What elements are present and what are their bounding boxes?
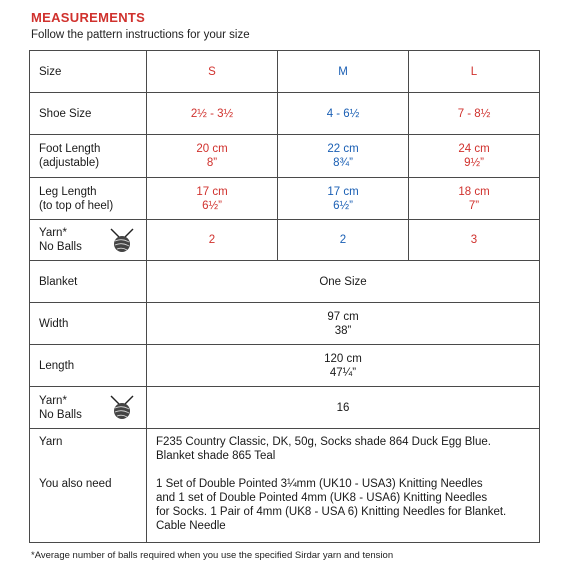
row-label-foot-length (30, 135, 147, 178)
row-label-shoe-size: Shoe Size (30, 93, 147, 135)
leg-length-m (278, 178, 409, 220)
needs-text-line: for Socks. 1 Pair of 4mm (UK8 - USA 6) Knitting Needles for Blanket. (156, 506, 507, 518)
yarn-ball-icon (108, 393, 136, 421)
footnote: *Average number of balls required when you use the specified Sirdar yarn and tension (31, 550, 394, 561)
row-label-leg-length (30, 178, 147, 220)
leg-length-note: (to top of heel) (39, 199, 114, 212)
yarn-row-label: Yarn (39, 436, 63, 448)
measurements-table (29, 50, 540, 543)
foot-length-l-cm: 24 cm (458, 143, 490, 155)
yarn-text-line: F235 Country Classic, DK, 50g, Socks shade 864 Duck Egg Blue. (156, 436, 491, 448)
row-label-size: Size (30, 51, 147, 93)
row-label-width: Width (30, 303, 147, 345)
foot-length-label: Foot Length (39, 143, 101, 155)
table-row (30, 303, 540, 345)
size-m: M (278, 51, 409, 93)
leg-length-l-cm: 18 cm (458, 185, 490, 198)
table-row (30, 220, 540, 261)
needs-text-line: and 1 set of Double Pointed 4mm (UK8 - USA6) Knitting Needles (156, 492, 488, 504)
size-s: S (147, 51, 278, 93)
leg-length-label: Leg Length (39, 185, 97, 198)
table-row (30, 178, 540, 220)
yarn-ball-icon (108, 226, 136, 254)
foot-length-s-cm: 20 cm (196, 143, 228, 155)
leg-length-l-in: 7” (468, 199, 480, 212)
leg-length-m-cm: 17 cm (327, 185, 359, 198)
foot-length-m (278, 135, 409, 178)
blanket-size: One Size (147, 261, 540, 303)
foot-length-m-cm: 22 cm (327, 143, 359, 155)
row-label-blanket: Blanket (30, 261, 147, 303)
blanket-width (147, 303, 540, 345)
yarn-label: Yarn* (39, 394, 67, 407)
yarn-label: Yarn* (39, 227, 67, 239)
no-balls-label: No Balls (39, 241, 82, 253)
no-balls-label: No Balls (39, 408, 82, 421)
foot-length-l (409, 135, 540, 178)
row-label-yarn-socks (30, 220, 147, 261)
blanket-width-in: 38” (334, 324, 352, 337)
row-label-yarn-and-needs (30, 429, 147, 543)
table-row (30, 387, 540, 429)
row-label-length: Length (30, 345, 147, 387)
size-l: L (409, 51, 540, 93)
leg-length-s (147, 178, 278, 220)
leg-length-l (409, 178, 540, 220)
blanket-width-cm: 97 cm (327, 310, 359, 323)
you-also-need-label: You also need (39, 478, 112, 490)
table-row (30, 261, 540, 303)
yarn-socks-m: 2 (278, 220, 409, 261)
leg-length-s-cm: 17 cm (196, 185, 228, 198)
leg-length-m-in: 6½” (333, 199, 353, 212)
needs-text-line: Cable Needle (156, 520, 226, 532)
page-subtitle: Follow the pattern instructions for your size (31, 29, 250, 41)
shoe-size-m: 4 - 6½ (278, 93, 409, 135)
yarn-blanket-balls: 16 (147, 387, 540, 429)
foot-length-s (147, 135, 278, 178)
row-label-yarn-blanket (30, 387, 147, 429)
table-row (30, 93, 540, 135)
table-row (30, 429, 540, 543)
yarn-socks-s: 2 (147, 220, 278, 261)
shoe-size-s: 2½ - 3½ (147, 93, 278, 135)
yarn-and-needs-text (147, 429, 540, 543)
table-row (30, 135, 540, 178)
blanket-length-cm: 120 cm (324, 352, 362, 365)
yarn-socks-l: 3 (409, 220, 540, 261)
page-title: MEASUREMENTS (31, 10, 146, 25)
leg-length-s-in: 6½” (202, 199, 222, 212)
foot-length-l-in: 9½” (464, 157, 484, 169)
foot-length-s-in: 8” (206, 157, 218, 169)
table-row (30, 345, 540, 387)
blanket-length (147, 345, 540, 387)
table-row (30, 51, 540, 93)
blanket-length-in: 47¼” (329, 366, 357, 379)
foot-length-note: (adjustable) (39, 157, 100, 169)
shoe-size-l: 7 - 8½ (409, 93, 540, 135)
needs-text-line: 1 Set of Double Pointed 3¼mm (UK10 - USA3) Knitting Needles (156, 478, 483, 490)
foot-length-m-in: 8¾” (333, 157, 353, 169)
yarn-text-line: Blanket shade 865 Teal (156, 450, 276, 462)
